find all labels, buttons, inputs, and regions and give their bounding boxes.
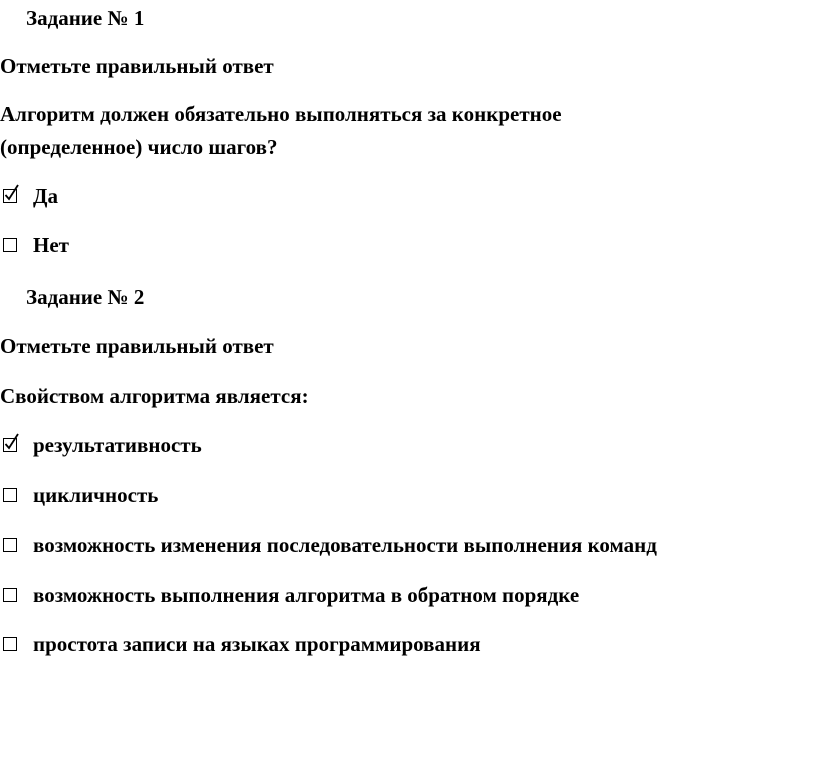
task-2-option-3[interactable] — [0, 532, 657, 558]
checked-checkbox-icon[interactable] — [3, 189, 17, 203]
task-2-option-2[interactable] — [0, 482, 158, 508]
task-1-option-2[interactable] — [0, 232, 69, 258]
task-1-option-1[interactable] — [0, 183, 58, 209]
option-label: простота записи на языках программирования — [33, 632, 481, 656]
task-1-title: Задание № 1 — [26, 6, 145, 30]
task-1-instruction: Отметьте правильный ответ — [0, 54, 274, 78]
unchecked-checkbox-icon[interactable] — [3, 588, 17, 602]
task-2-option-4[interactable] — [0, 582, 579, 608]
unchecked-checkbox-icon[interactable] — [3, 637, 17, 651]
task-1-question: Алгоритм должен обязательно выполняться за конкретное (определенное) число шагов? — [0, 102, 562, 159]
option-label: возможность изменения последовательности выполнения команд — [33, 533, 657, 557]
checked-checkbox-icon[interactable] — [3, 438, 17, 452]
option-label: возможность выполнения алгоритма в обратном порядке — [33, 583, 580, 607]
option-label: результативность — [33, 433, 202, 457]
option-label: Да — [33, 184, 58, 208]
option-label: Нет — [33, 233, 69, 257]
unchecked-checkbox-icon[interactable] — [3, 238, 17, 252]
task-2-option-5[interactable] — [0, 631, 481, 657]
unchecked-checkbox-icon[interactable] — [3, 488, 17, 502]
task-2-instruction: Отметьте правильный ответ — [0, 334, 274, 358]
task-2-option-1[interactable] — [0, 432, 202, 458]
option-label: цикличность — [33, 483, 159, 507]
task-2-title: Задание № 2 — [26, 285, 145, 309]
unchecked-checkbox-icon[interactable] — [3, 538, 17, 552]
task-2-question: Свойством алгоритма является: — [0, 384, 309, 408]
